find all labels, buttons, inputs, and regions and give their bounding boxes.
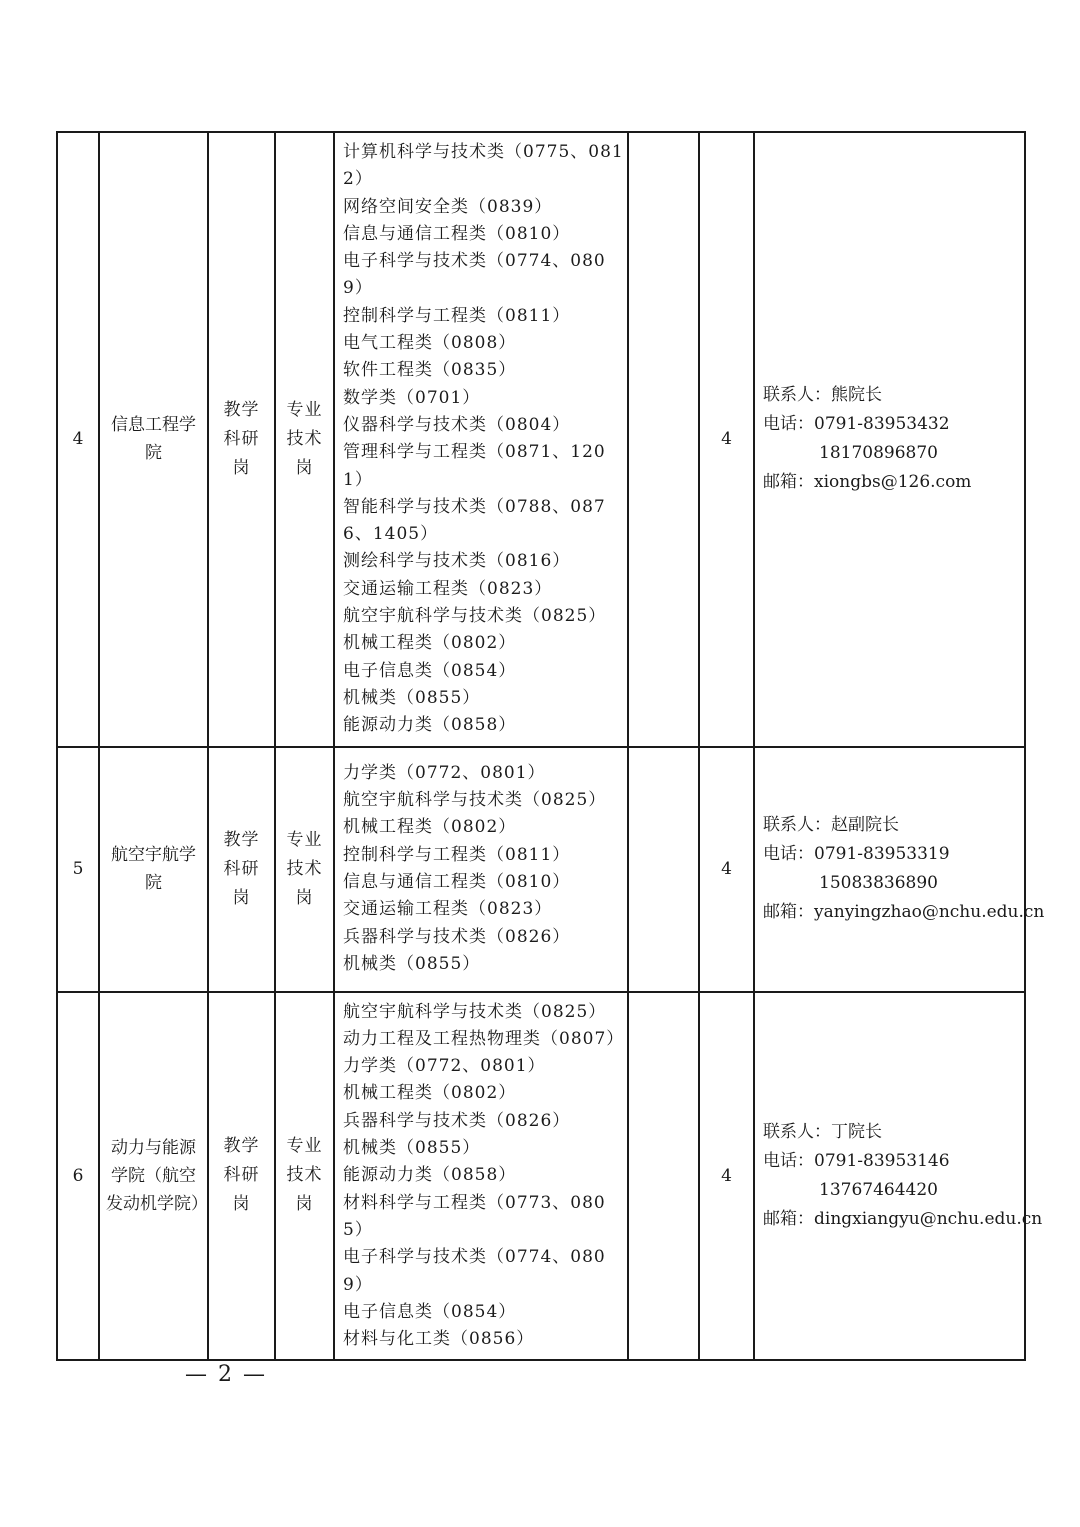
major-item: 网络空间安全类（0839） [343,196,553,217]
major-item: 航空宇航科学与技术类（0825） [343,790,607,811]
contact-email: 邮箱：xiongbs@126.com [763,472,972,493]
post-category: 教学科研岗 [208,992,275,1361]
major-item: 信息与通信工程类（0810） [343,872,571,893]
contact-phone: 电话：0791-83953432 [763,414,950,435]
post-type: 专业技术岗 [275,132,334,747]
row-number: 5 [57,747,99,992]
major-item: 智能科学与技术类（0788、0876、1405） [343,496,606,545]
row-number: 4 [57,132,99,747]
contact-person: 联系人：丁院长 [763,1121,882,1142]
college-name: 航空宇航学院 [99,747,208,992]
empty-cell [628,132,699,747]
major-list [334,992,628,1361]
contact-phone: 电话：0791-83953146 [763,1150,950,1171]
major-item: 控制科学与工程类（0811） [343,844,571,865]
major-item: 控制科学与工程类（0811） [343,305,571,326]
post-category: 教学科研岗 [208,747,275,992]
empty-cell [628,992,699,1361]
contact-info [754,132,1025,747]
college-name: 信息工程学院 [99,132,208,747]
major-item: 力学类（0772、0801） [343,1056,546,1077]
major-item: 材料科学与工程类（0773、0805） [343,1192,606,1240]
table-row [57,992,1025,1361]
empty-cell [628,747,699,992]
major-item: 软件工程类（0835） [343,360,517,381]
major-item: 电子信息类（0854） [343,660,517,681]
major-item: 能源动力类（0858） [343,715,517,736]
major-item: 仪器科学与技术类（0804） [343,414,571,435]
contact-email: 邮箱：dingxiangyu@nchu.edu.cn [763,1208,1043,1229]
contact-phone: 电话：0791-83953319 [763,844,950,865]
major-item: 力学类（0772、0801） [343,762,546,783]
major-item: 能源动力类（0858） [343,1165,517,1186]
major-item: 机械类（0855） [343,953,481,974]
major-item: 交通运输工程类（0823） [343,899,553,920]
row-number: 6 [57,992,99,1361]
contact-phone-mobile: 18170896870 [819,443,938,464]
post-category: 教学科研岗 [208,132,275,747]
position-count: 4 [699,132,754,747]
post-type: 专业技术岗 [275,747,334,992]
contact-info [754,747,1045,992]
major-item: 机械类（0855） [343,687,481,708]
major-item: 交通运输工程类（0823） [343,578,553,599]
table-row [57,132,1025,747]
major-item: 兵器科学与技术类（0826） [343,926,571,947]
contact-email: 邮箱：yanyingzhao@nchu.edu.cn [763,902,1045,923]
major-item: 材料与化工类（0856） [343,1329,535,1350]
table-row [57,747,1025,992]
position-count: 4 [699,992,754,1361]
major-item: 测绘科学与技术类（0816） [343,551,571,572]
major-item: 管理科学与工程类（0871、1201） [343,442,606,490]
major-item: 电子信息类（0854） [343,1301,517,1322]
major-item: 机械类（0855） [343,1138,481,1159]
major-item: 航空宇航科学与技术类（0825） [343,1001,607,1022]
contact-info [754,992,1043,1361]
recruitment-table [56,131,1045,1361]
page-number: — 2 — [185,1362,267,1387]
major-item: 数学类（0701） [343,387,481,408]
major-list [334,747,628,992]
major-item: 电气工程类（0808） [343,333,517,354]
major-item: 信息与通信工程类（0810） [343,223,571,244]
contact-phone-mobile: 13767464420 [819,1179,938,1200]
college-name: 动力与能源学院（航空发动机学院） [99,992,208,1361]
major-item: 计算机科学与技术类（0775、0812） [343,142,624,190]
major-item: 动力工程及工程热物理类（0807） [343,1028,625,1049]
major-item: 机械工程类（0802） [343,633,517,654]
major-item: 航空宇航科学与技术类（0825） [343,606,607,627]
contact-person: 联系人：赵副院长 [763,815,899,836]
major-item: 电子科学与技术类（0774、0809） [343,251,606,299]
major-item: 机械工程类（0802） [343,817,517,838]
table-body [57,132,1045,1360]
position-count: 4 [699,747,754,992]
major-list [334,132,628,747]
major-item: 电子科学与技术类（0774、0809） [343,1247,606,1295]
major-item: 兵器科学与技术类（0826） [343,1110,571,1131]
major-item: 机械工程类（0802） [343,1083,517,1104]
post-type: 专业技术岗 [275,992,334,1361]
contact-phone-mobile: 15083836890 [819,873,938,894]
contact-person: 联系人：熊院长 [763,385,882,406]
